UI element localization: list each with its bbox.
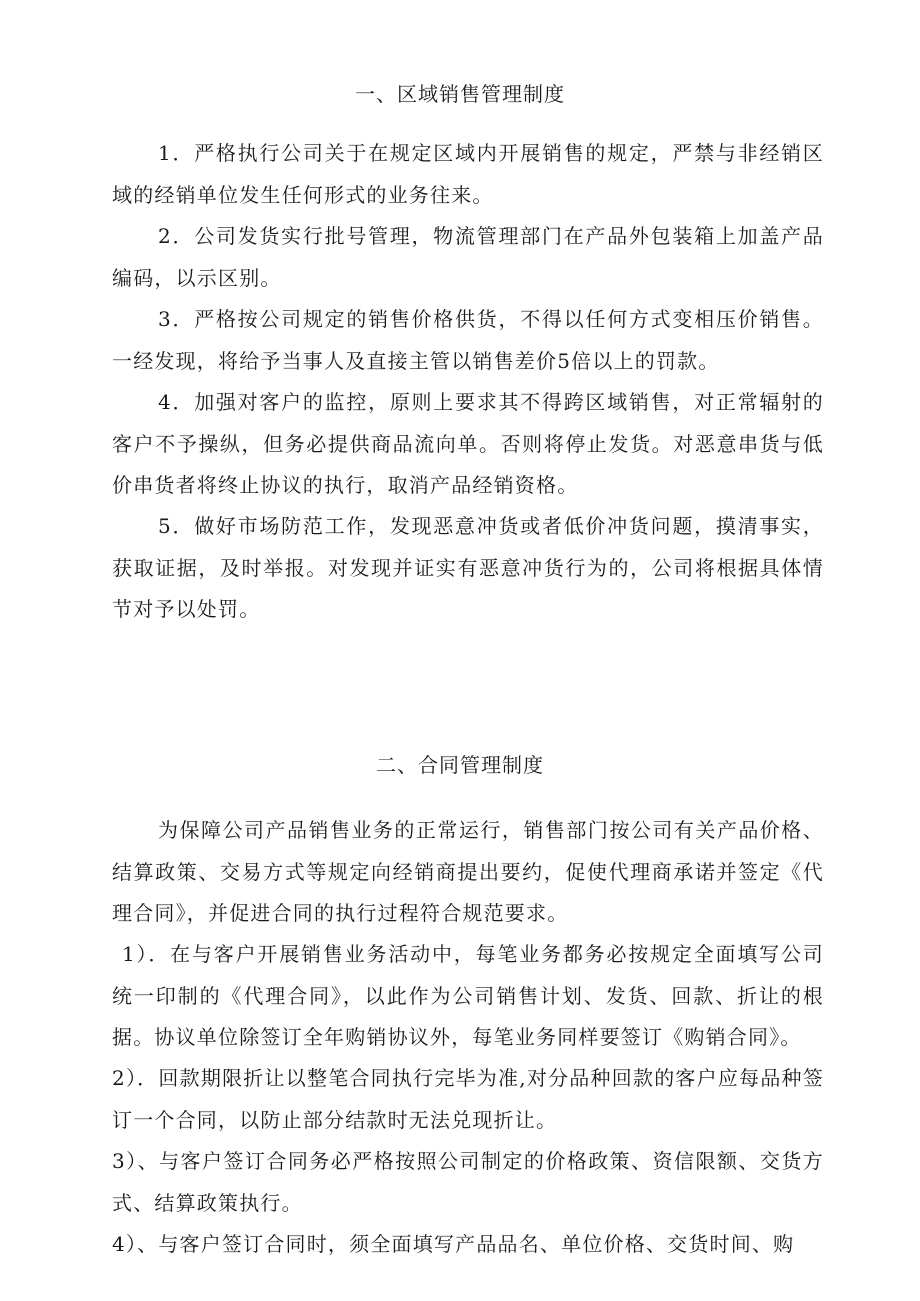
section-2-item-4: 4）、与客户签订合同时，须全面填写产品品名、单位价格、交货时间、购 [112,1232,795,1256]
section-2-title: 二、合同管理制度 [376,753,544,777]
section-1-item-5: 5．做好市场防范工作，发现恶意冲货或者低价冲货问题，摸清事实，获取证据，及时举报。对发现并证实有恶意冲货行为的，公司将根据具体情节对予以处罚。 [112,514,824,621]
section-1-title: 一、区域销售管理制度 [355,82,565,106]
section-1-item-2: 2．公司发货实行批号管理，物流管理部门在产品外包装箱上加盖产品编码，以示区别。 [112,224,824,290]
section-2-intro: 为保障公司产品销售业务的正常运行，销售部门按公司有关产品价格、结算政策、交易方式等规定向经销商提出要约，促使代理商承诺并签定《代理合同》，并促进合同的执行过程符合规范要求。 [112,818,824,925]
section-1-item-1: 1．严格执行公司关于在规定区域内开展销售的规定，严禁与非经销区域的经销单位发生任何形式的业务往来。 [112,141,824,207]
section-2-item-2: 2）．回款期限折让以整笔合同执行完毕为准,对分品种回款的客户应每品种签订一个合同，以防止部分结款时无法兑现折让。 [112,1066,824,1132]
section-1-item-4: 4．加强对客户的监控，原则上要求其不得跨区域销售，对正常辐射的客户不予操纵，但务必提供商品流向单。否则将停止发货。对恶意串货与低价串货者将终止协议的执行，取消产品经销资格。 [112,390,824,497]
section-1-item-3: 3．严格按公司规定的销售价格供货，不得以任何方式变相压价销售。一经发现，将给予当事人及直接主管以销售差价5倍以上的罚款。 [112,307,824,373]
section-2-item-3: 3）、与客户签订合同务必严格按照公司制定的价格政策、资信限额、交货方式、结算政策执行。 [112,1149,824,1215]
section-2-item-1: 1）．在与客户开展销售业务活动中，每笔业务都务必按规定全面填写公司统一印制的《代理合同》，以此作为公司销售计划、发货、回款、折让的根据。协议单位除签订全年购销协议外，每笔业务同样要签订《购销合同》。 [112,942,824,1049]
